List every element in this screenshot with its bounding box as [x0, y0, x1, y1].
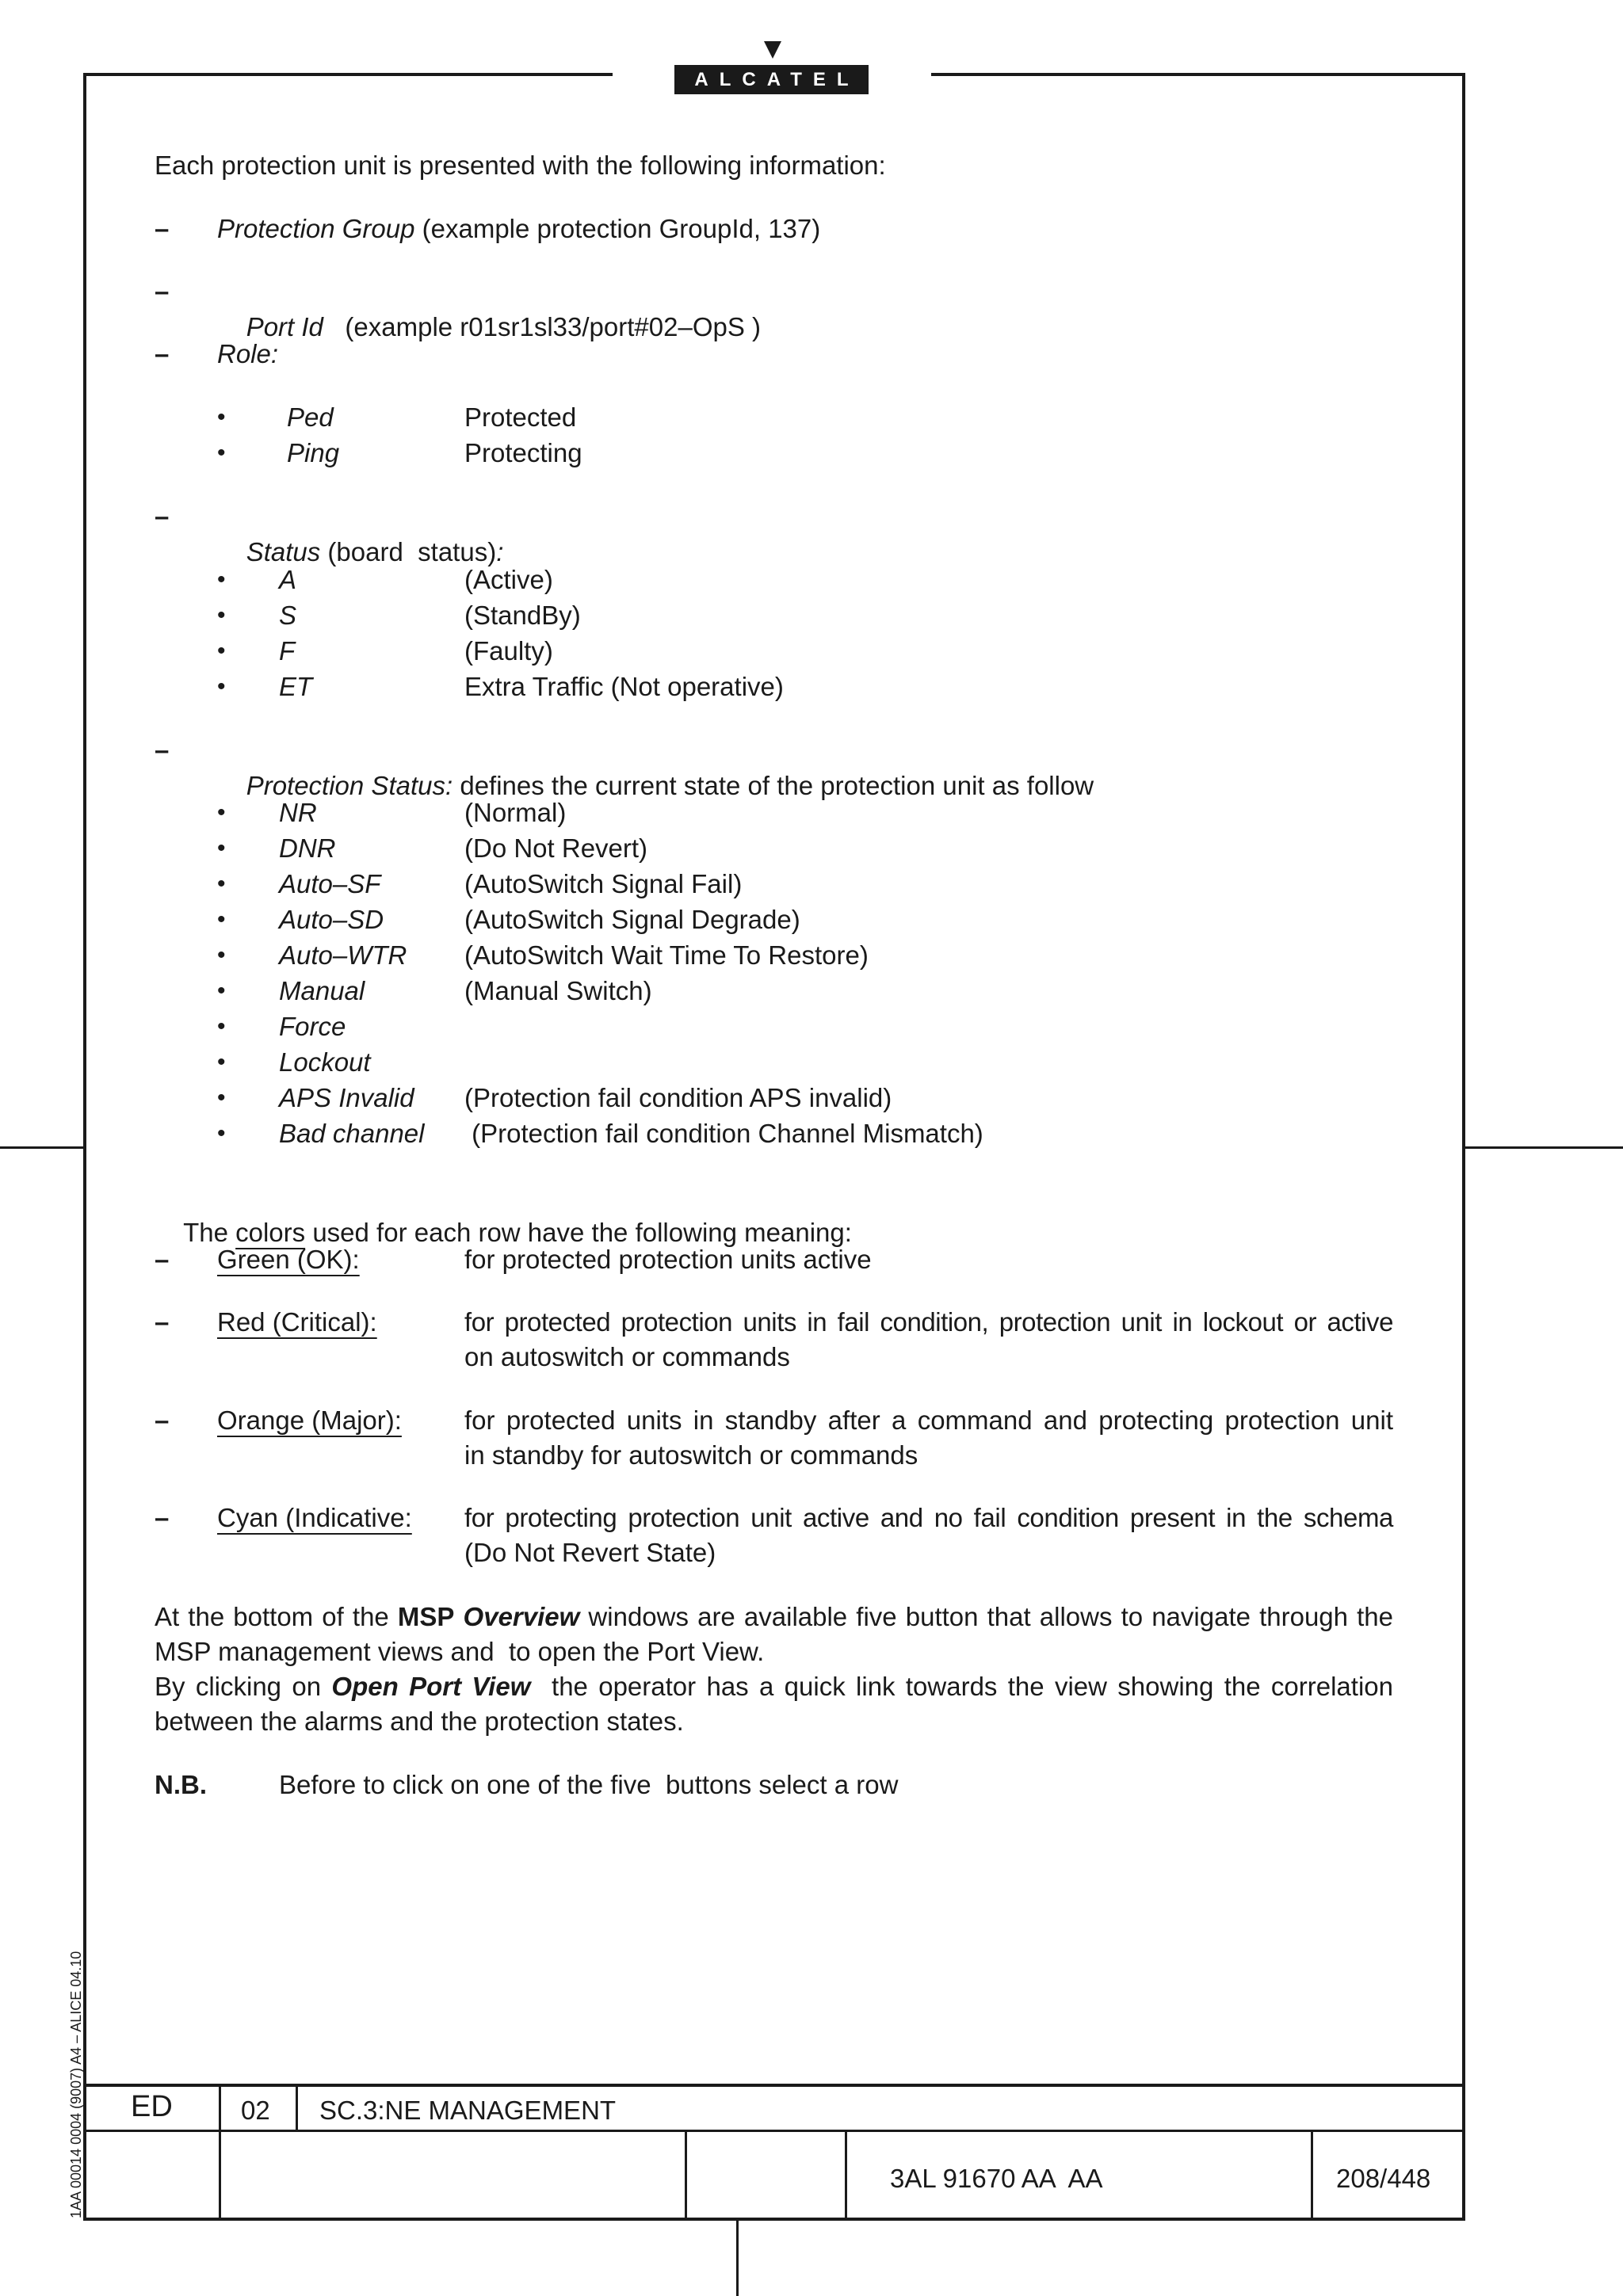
- bottom-para-line2: MSP management views and to open the Port View.: [155, 1637, 765, 1666]
- status-meaning: Extra Traffic (Not operative): [464, 672, 784, 701]
- color-label: Green (OK):: [217, 1245, 360, 1274]
- bullet-marker: •: [217, 835, 226, 861]
- role-meaning: Protecting: [464, 438, 582, 467]
- dash-marker: –: [155, 502, 170, 531]
- bottom-para-line1: [155, 1599, 1393, 1634]
- field-label: Protection Status:: [246, 771, 453, 800]
- footer-divider: [219, 2084, 221, 2220]
- pstatus-meaning: (Protection fail condition Channel Mismatch): [464, 1119, 983, 1148]
- pstatus-code: DNR: [279, 833, 336, 863]
- bullet-marker: •: [217, 978, 226, 1004]
- pstatus-code: Manual: [279, 976, 365, 1005]
- frame-top-right: [931, 73, 1465, 76]
- bottom-text: the operator has a quick link towards the view showing the correlation: [530, 1672, 1393, 1701]
- bottom-text-bold-italic: Open Port View: [331, 1672, 531, 1701]
- colors-intro-pre: The: [183, 1218, 236, 1247]
- bottom-para-line3: [155, 1669, 1393, 1704]
- field-status: [217, 498, 503, 605]
- field-protection-group: [217, 211, 820, 246]
- alcatel-logo: [674, 65, 869, 94]
- frame-top-left: [83, 73, 613, 76]
- field-text: (example r01sr1sl33/port#02–OpS ): [323, 312, 762, 341]
- bullet-marker: •: [217, 799, 226, 826]
- dash-marker: –: [155, 1503, 170, 1532]
- dash-marker: –: [155, 214, 170, 243]
- color-desc-line1: for protecting protection unit active and no fail condition present in the schema: [464, 1503, 1393, 1532]
- bullet-marker: •: [217, 1120, 226, 1146]
- field-text: (example protection GroupId, 137): [414, 214, 821, 243]
- bottom-text: At the bottom of the: [155, 1602, 398, 1631]
- bullet-marker: •: [217, 404, 226, 430]
- crop-mark-bottom: [736, 2220, 739, 2296]
- footer-top-border: [83, 2084, 1465, 2087]
- bullet-marker: •: [217, 566, 226, 593]
- pstatus-code: Lockout: [279, 1047, 371, 1077]
- footer-section: SC.3:NE MANAGEMENT: [319, 2096, 617, 2125]
- pstatus-code: APS Invalid: [279, 1083, 414, 1112]
- field-protection-status: [217, 732, 1094, 839]
- color-desc-line1: for protected protection units active: [464, 1245, 872, 1274]
- dash-marker: –: [155, 1307, 170, 1337]
- color-label: Cyan (Indicative:: [217, 1503, 412, 1532]
- pstatus-code: Force: [279, 1012, 346, 1041]
- pstatus-code: Auto–SF: [279, 869, 381, 898]
- status-meaning: (Active): [464, 565, 553, 594]
- color-desc-line2: in standby for autoswitch or commands: [464, 1440, 918, 1470]
- field-label: Status: [246, 537, 321, 566]
- footer-page-number: 208/448: [1336, 2164, 1431, 2193]
- logo-arrow-icon: [764, 41, 781, 59]
- footer-divider: [685, 2130, 687, 2220]
- pstatus-meaning: (AutoSwitch Signal Degrade): [464, 905, 800, 934]
- color-label: Orange (Major):: [217, 1405, 402, 1435]
- status-code: S: [279, 601, 297, 630]
- color-desc-line1: for protected protection units in fail condition, protection unit in lockout or active: [464, 1307, 1393, 1337]
- pstatus-meaning: (Manual Switch): [464, 976, 652, 1005]
- field-text: defines the current state of the protection unit as follow: [453, 771, 1094, 800]
- bullet-marker: •: [217, 906, 226, 933]
- color-desc-line1: for protected units in standby after a command and protecting protection unit: [464, 1405, 1393, 1435]
- status-meaning: (Faulty): [464, 636, 553, 666]
- field-suffix: :: [496, 537, 504, 566]
- bullet-marker: •: [217, 942, 226, 968]
- footer-mid-border: [83, 2130, 1465, 2132]
- footer-ed-label: ED: [131, 2090, 173, 2123]
- dash-marker: –: [155, 1245, 170, 1274]
- nb-label: N.B.: [155, 1770, 207, 1799]
- footer-divider: [845, 2130, 847, 2220]
- pstatus-meaning: (AutoSwitch Signal Fail): [464, 869, 743, 898]
- bottom-text: By clicking on: [155, 1672, 332, 1701]
- pstatus-meaning: (AutoSwitch Wait Time To Restore): [464, 940, 869, 970]
- color-desc-line2: (Do Not Revert State): [464, 1538, 716, 1567]
- dash-marker: –: [155, 1405, 170, 1435]
- footer-ed-value: 02: [241, 2096, 270, 2125]
- footer-divider: [296, 2084, 298, 2131]
- bullet-marker: •: [217, 440, 226, 466]
- bullet-marker: •: [217, 638, 226, 664]
- footer-divider: [1311, 2130, 1313, 2220]
- field-label: Protection Group: [217, 214, 415, 243]
- field-text: (board status): [320, 537, 497, 566]
- bullet-marker: •: [217, 871, 226, 897]
- bottom-text: windows are available five button that allows to navigate through the: [579, 1602, 1393, 1631]
- status-code: ET: [279, 672, 313, 701]
- side-form-code: 1AA 00014 0004 (9007) A4 – ALICE 04.10: [68, 1951, 84, 2218]
- field-label: Role:: [217, 339, 279, 368]
- field-port-id: [217, 273, 761, 380]
- role-meaning: Protected: [464, 402, 577, 432]
- crop-mark-right: [1465, 1146, 1623, 1149]
- field-label: Port Id: [246, 312, 323, 341]
- color-desc-line2: on autoswitch or commands: [464, 1342, 790, 1371]
- pstatus-code: NR: [279, 798, 317, 827]
- bottom-text-bold-italic: Overview: [463, 1602, 580, 1631]
- colors-intro-post: used for each row have the following meaning:: [305, 1218, 852, 1247]
- pstatus-meaning: (Do Not Revert): [464, 833, 648, 863]
- status-code: F: [279, 636, 296, 666]
- role-code: Ping: [287, 438, 340, 467]
- color-label: Red (Critical):: [217, 1307, 377, 1337]
- dash-marker: –: [155, 735, 170, 765]
- bullet-marker: •: [217, 1013, 226, 1039]
- dash-marker: –: [155, 277, 170, 306]
- pstatus-meaning: (Normal): [464, 798, 567, 827]
- footer-bottom-border: [83, 2218, 1465, 2221]
- bullet-marker: •: [217, 602, 226, 628]
- pstatus-code: Auto–WTR: [279, 940, 407, 970]
- bullet-marker: •: [217, 1049, 226, 1075]
- intro-text: Each protection unit is presented with the following information:: [155, 151, 886, 180]
- frame-left: [83, 73, 86, 2220]
- colors-intro-underlined: colors: [235, 1218, 306, 1247]
- status-code: A: [279, 565, 297, 594]
- field-role: [217, 336, 278, 372]
- pstatus-meaning: (Protection fail condition APS invalid): [464, 1083, 892, 1112]
- bullet-marker: •: [217, 673, 226, 700]
- role-code: Ped: [287, 402, 334, 432]
- status-meaning: (StandBy): [464, 601, 581, 630]
- bottom-text-bold: MSP: [397, 1602, 455, 1631]
- pstatus-code: Auto–SD: [279, 905, 384, 934]
- bottom-para-line4: between the alarms and the protection states.: [155, 1707, 684, 1736]
- bullet-marker: •: [217, 1085, 226, 1111]
- pstatus-code: Bad channel: [279, 1119, 425, 1148]
- dash-marker: –: [155, 339, 170, 368]
- footer-doc-code: 3AL 91670 AA AA: [890, 2164, 1103, 2193]
- nb-text: Before to click on one of the five buttons select a row: [279, 1770, 899, 1799]
- crop-mark-left: [0, 1146, 83, 1149]
- logo-text: ALCATEL: [694, 68, 860, 90]
